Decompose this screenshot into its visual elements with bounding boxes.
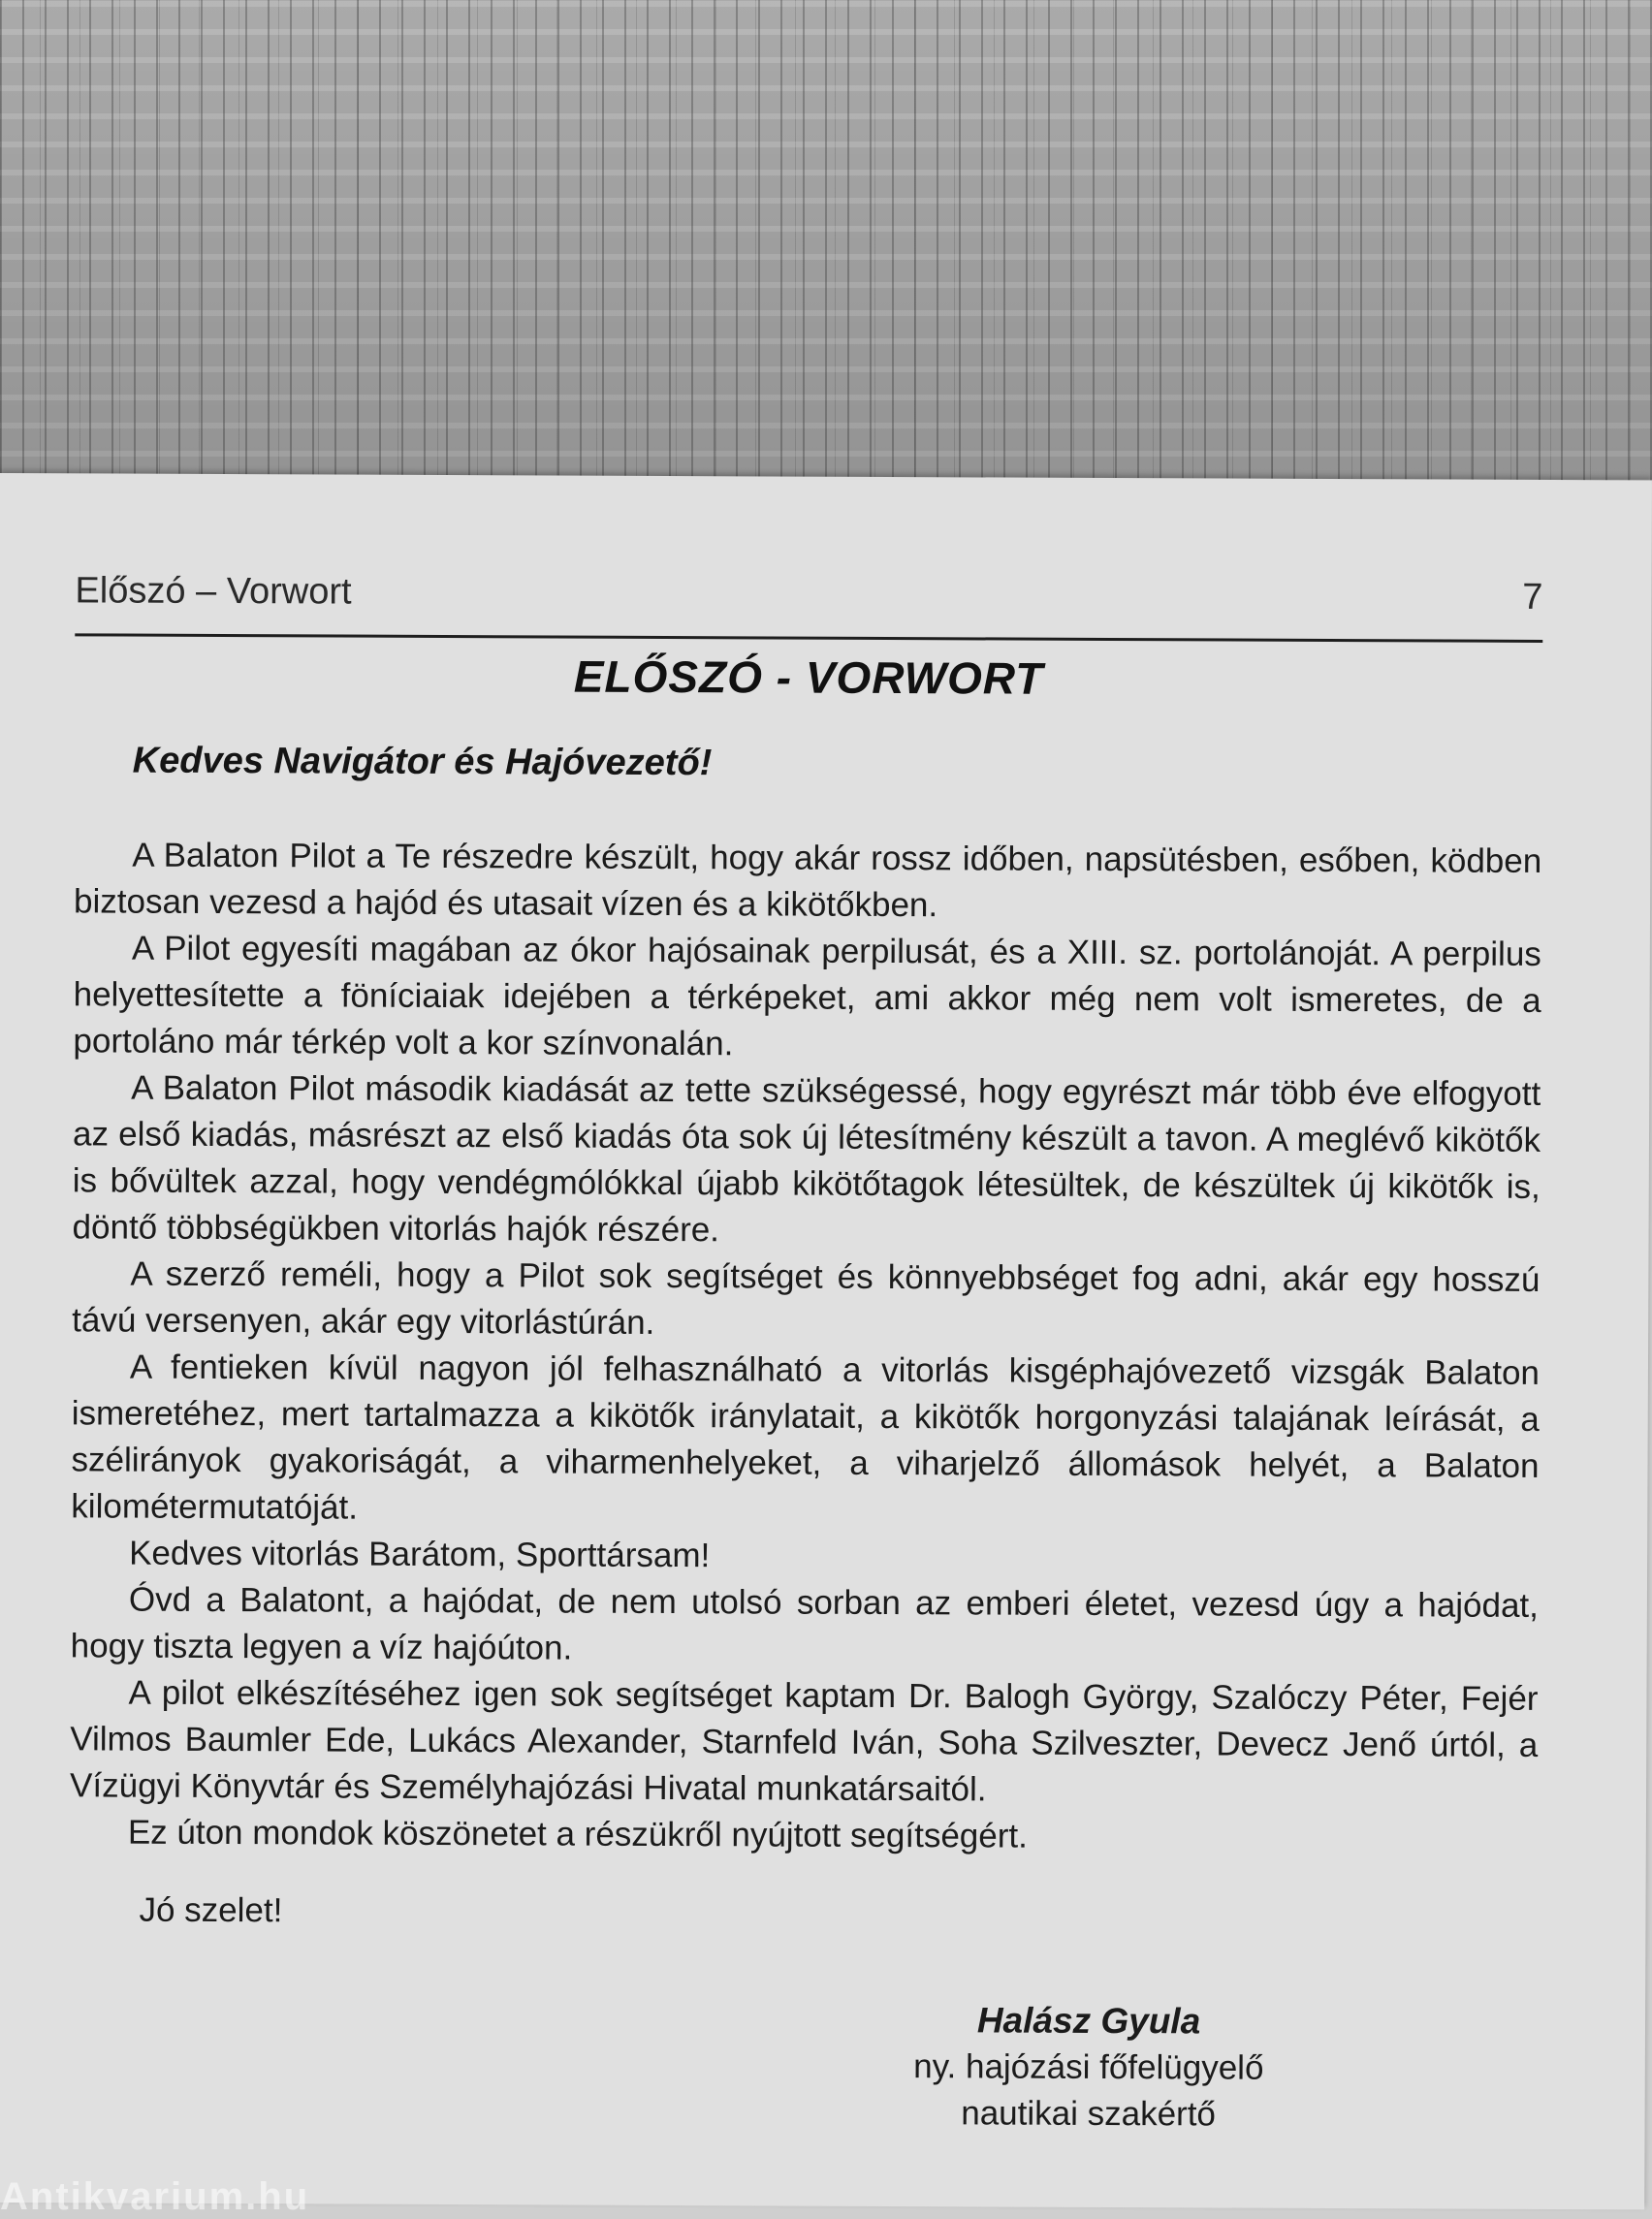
paragraph: A Balaton Pilot második kiadását az tette szükségessé, hogy egyrészt már több éve elfogyott az első kiadás, másrészt az első kiadás óta sok új létesítmény készült a tavon. A meglévő kikötők is bővültek azzal, hogy vendégmólókkal újabb kikötőtagok létesültek, de készültek új kikötők is, döntő többségükben vitorlás hajók részére. (72, 1068, 1541, 1250)
paragraph: A fentieken kívül nagyon jól felhasználható a vitorlás kisgéphajóvezető vizsgák Balaton ismeretéhez, mert tartalmazza a kikötők iránylatait, a kikötők horgonyzási talajának leírását, a szélirányok gyakoriságát, a viharmenhelyeket, a viharjelző állomások helyét, a Balaton kilométermutatóját. (71, 1347, 1541, 1527)
author-name: Halász Gyula (976, 2000, 1201, 2042)
body-text (70, 832, 1542, 1862)
paragraph: Ez úton mondok köszönetet a részükről nyújtott segítségért. (127, 1813, 1028, 1855)
paragraph: A Balaton Pilot a Te részedre készült, hogy akár rossz időben, napsütésben, esőben, ködben biztosan vezesd a hajód és utasait vízen és a kikötőkben. (73, 836, 1542, 925)
watermark: Antikvarium.hu (0, 2175, 310, 2218)
chapter-title: ELŐSZÓ - VORWORT (573, 650, 1044, 704)
header-rule (75, 633, 1542, 643)
paragraph: A Pilot egyesíti magában az ókor hajósainak perpilusát, és a XIII. sz. portolánoját. A perpilus helyettesítette a föníciaiak idejében a térképeket, ami akkor még nem volt ismeretes, de a portoláno már térkép volt a kor színvonalán. (73, 929, 1541, 1063)
author-title-line-2: nautikai szakértő (961, 2094, 1217, 2134)
signature-block (837, 1997, 1342, 2139)
running-head (75, 570, 1542, 635)
book-page (0, 473, 1652, 2209)
closing-line: Jó szelet! (139, 1890, 283, 1930)
paragraph: Óvd a Balatont, a hajódat, de nem utolsó sorban az emberi életet, vezesd úgy a hajódat, hogy tiszta legyen a víz hajóúton. (70, 1580, 1540, 1667)
paragraph: A pilot elkészítéséhez igen sok segítséget kaptam Dr. Balogh György, Szalóczy Péter, Fejér Vilmos Baumler Ede, Lukács Alexander, Starnfeld Iván, Soha Szilveszter, Devecz Jenő úrtól, a Vízügyi Könyvtár és Személyhajózási Hivatal munkatársaitól. (70, 1673, 1539, 1809)
author-title-line-1: ny. hajózási főfelügyelő (913, 2047, 1264, 2087)
page-number: 7 (1522, 576, 1543, 618)
paragraph: Kedves vitorlás Barátom, Sporttársam! (129, 1534, 711, 1575)
section-title: Előszó – Vorwort (75, 570, 352, 613)
paragraph: A szerző reméli, hogy a Pilot sok segítséget és könnyebbséget fog adni, akár egy hosszú távú versenyen, akár egy vitorlástúrán. (72, 1254, 1541, 1342)
background-surface (0, 0, 1652, 485)
salutation: Kedves Navigátor és Hajóvezető! (132, 740, 713, 784)
